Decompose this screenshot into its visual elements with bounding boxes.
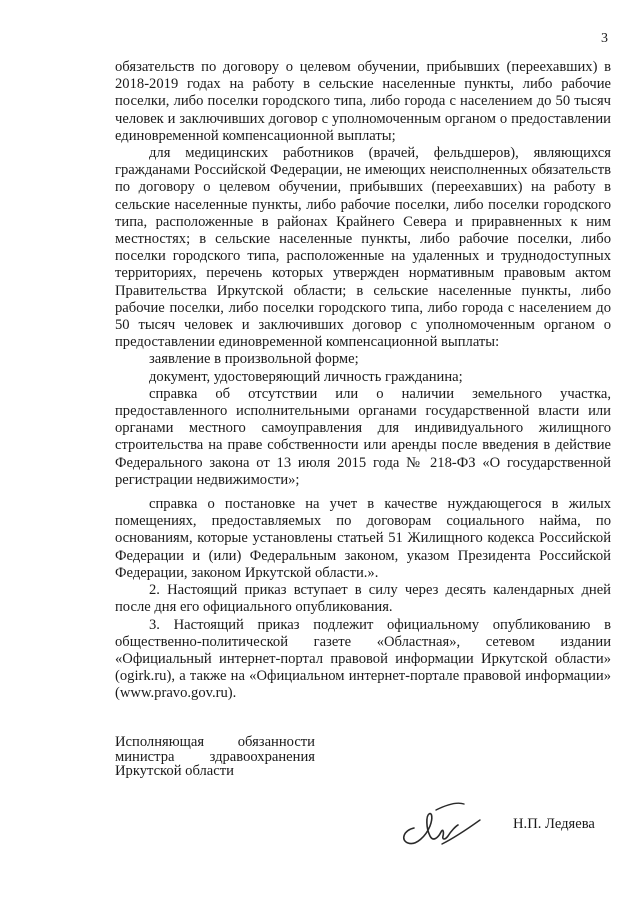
list-item-identity-document: документ, удостоверяющий личность гражданина;: [149, 368, 463, 385]
clause-effective-date: 2. Настоящий приказ вступает в силу через десять календарных дней после дня его официального опубликования.: [115, 582, 611, 616]
document-body: [115, 59, 611, 703]
clause-publication: 3. Настоящий приказ подлежит официальному опубликованию в общественно-политической газете «Областная», сетевом издании «Официальный интернет-портал правовой информации Иркутской области» (ogirk.ru), а также на «Официальном интернет-портале правовой информации» (www.pravo.gov.ru).: [115, 616, 611, 702]
list-item-housing-certificate: справка о постановке на учет в качестве нуждающегося в жилых помещениях, предоставляемых по договорам социального найма, по основаниям, которые установлены статьей 51 Жилищного кодекса Российской Федерации и (или) Федеральным законом, указом Президента Российской Федерации, законом Иркутской области.».: [115, 496, 611, 581]
signatory-position-line: Исполняющая обязанности: [115, 734, 315, 750]
signatory-position-line: министра здравоохранения: [115, 748, 315, 765]
signatory-name: Н.П. Ледяева: [513, 816, 595, 832]
handwritten-signature: [396, 798, 484, 850]
paragraph-obligations-continuation: обязательств по договору о целевом обучении, прибывших (переехавших) в 2018-2019 годах на работу в сельские населенные пункты, либо рабочие поселки, либо поселки городского типа, либо города с населением до 50 тысяч человек и заключивших договор с уполномоченным органом о предоставлении единовременной компенсационной выплаты;: [115, 59, 611, 144]
page-number: 3: [601, 31, 608, 46]
signatory-position-line: Иркутской области: [115, 763, 234, 780]
list-item-land-certificate: справка об отсутствии или о наличии земельного участка, предоставленного исполнительными органами государственной власти или органами местного самоуправления для индивидуального жилищного строительства на праве собственности или аренды после введения в действие Федерального закона от 13 июля 2015 года № 218-ФЗ «О государственной регистрации недвижимости»;: [115, 385, 611, 488]
paragraph-medical-workers: для медицинских работников (врачей, фельдшеров), являющихся гражданами Российской Федерации, не имеющих неисполненных обязательств по договору о целевом обучении, прибывших (переехавших) на работу в сельские населенные пункты, либо рабочие поселки, либо поселки городского типа, расположенные в районах Крайнего Севера и приравненных к ним местностях; в сельские населенные пункты, либо рабочие поселки, либо поселки городского типа, расположенные на удаленных и труднодоступных территориях, перечень которых утвержден нормативным правовым актом Правительства Иркутской области; в сельские населенные пункты, либо рабочие поселки, либо поселки городского типа, либо города с населением до 50 тысяч человек и заключивших договор с уполномоченным органом о предоставлении единовременной компенсационной выплаты:: [115, 145, 611, 351]
signatory-position: [115, 735, 315, 779]
list-item-application: заявление в произвольной форме;: [149, 351, 359, 368]
